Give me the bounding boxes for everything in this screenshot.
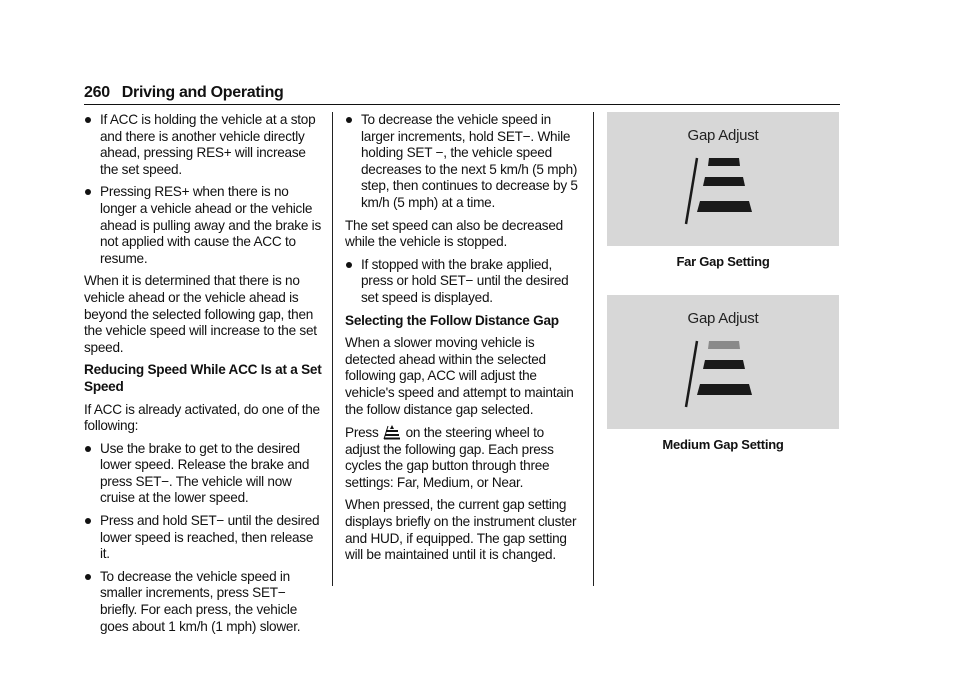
page-number: 260 — [84, 84, 110, 101]
gap-bar-medium — [703, 360, 745, 369]
bullet-icon — [85, 189, 91, 195]
gap-bar-near — [697, 201, 752, 212]
column-divider-2 — [593, 112, 594, 586]
list-item — [84, 569, 324, 635]
list-item — [84, 112, 324, 178]
list-item-text: To decrease the vehicle speed in larger increments, hold SET−. While holding SET −, the vehicle speed decreases to the next 5 km/h (5 mph) step, then continues to decrease by 5 km/h (5 mph) at a time. — [361, 112, 578, 210]
header-rule — [84, 104, 840, 105]
column-2 — [345, 112, 581, 570]
gap-bar-far — [708, 158, 740, 166]
list-item-text: To decrease the vehicle speed in smaller increments, press SET− briefly. For each press, the vehicle goes about 1 km/h (1 mph) slower. — [100, 568, 301, 634]
list-item — [345, 112, 581, 212]
gap-bar-near — [697, 384, 752, 395]
list-item — [345, 257, 581, 307]
list-item-text: Press and hold SET− until the desired lower speed is reached, then release it. — [100, 513, 320, 562]
section-title: Driving and Operating — [121, 84, 284, 101]
bullet-icon — [346, 117, 352, 123]
figure-caption: Medium Gap Setting — [662, 436, 784, 452]
list-item-text: Pressing RES+ when there is no longer a vehicle ahead or the vehicle ahead is pulling away and the brake is not applied with cause the ACC to resume. — [100, 184, 321, 266]
paragraph: When pressed, the current gap setting displays briefly on the instrument cluster and HUD, if equipped. The gap setting will be maintained until it is changed. — [345, 497, 577, 563]
follow-distance-gap-icon — [383, 424, 401, 440]
column-divider-1 — [332, 112, 333, 586]
list-item — [84, 441, 324, 507]
gap-panel-title: Gap Adjust — [687, 309, 759, 327]
list-item-text: If ACC is holding the vehicle at a stop and there is another vehicle directly ahead, pressing RES+ will increase the set speed. — [100, 112, 316, 177]
paragraph: The set speed can also be decreased while the vehicle is stopped. — [345, 217, 563, 250]
paragraph-press-gap — [345, 424, 581, 491]
bullet-icon — [85, 574, 91, 580]
gap-adjust-far-figure — [607, 112, 839, 246]
paragraph: If ACC is already activated, do one of the following: — [84, 401, 320, 434]
press-description: on the steering wheel to adjust the following gap. Each press cycles the gap button through three settings: Far, Medium, or Near. — [345, 425, 554, 490]
paragraph: When it is determined that there is no vehicle ahead or the vehicle ahead is beyond the selected following gap, then the vehicle speed will increase to the set speed. — [84, 273, 317, 355]
bullet-icon — [85, 117, 91, 123]
bullet-icon — [85, 518, 91, 524]
gap-adjust-medium-figure — [607, 295, 839, 429]
gap-bars-icon — [683, 339, 767, 409]
figure-caption: Far Gap Setting — [676, 254, 770, 269]
column-3 — [607, 112, 839, 477]
page-header — [84, 84, 840, 104]
list-item — [84, 184, 324, 267]
list-item — [84, 513, 324, 563]
subheading: Selecting the Follow Distance Gap — [345, 312, 559, 328]
list-item-text: If stopped with the brake applied, press or hold SET− until the desired set speed is displayed. — [361, 256, 569, 305]
gap-bar-far — [708, 341, 740, 349]
paragraph: When a slower moving vehicle is detected ahead within the selected following gap, ACC will adjust the vehicle's speed and attempt to maintain the follow distance gap selected. — [345, 335, 574, 417]
gap-panel-title: Gap Adjust — [687, 127, 759, 144]
column-1 — [84, 112, 324, 641]
gap-bars-icon — [683, 156, 767, 226]
subheading: Reducing Speed While ACC Is at a Set Speed — [84, 362, 322, 394]
press-text: Press — [345, 425, 379, 441]
bullet-icon — [346, 262, 352, 268]
gap-bar-medium — [703, 177, 745, 186]
list-item-text: Use the brake to get to the desired lower speed. Release the brake and press SET−. The vehicle will now cruise at the lower speed. — [100, 440, 310, 506]
bullet-icon — [85, 446, 91, 452]
